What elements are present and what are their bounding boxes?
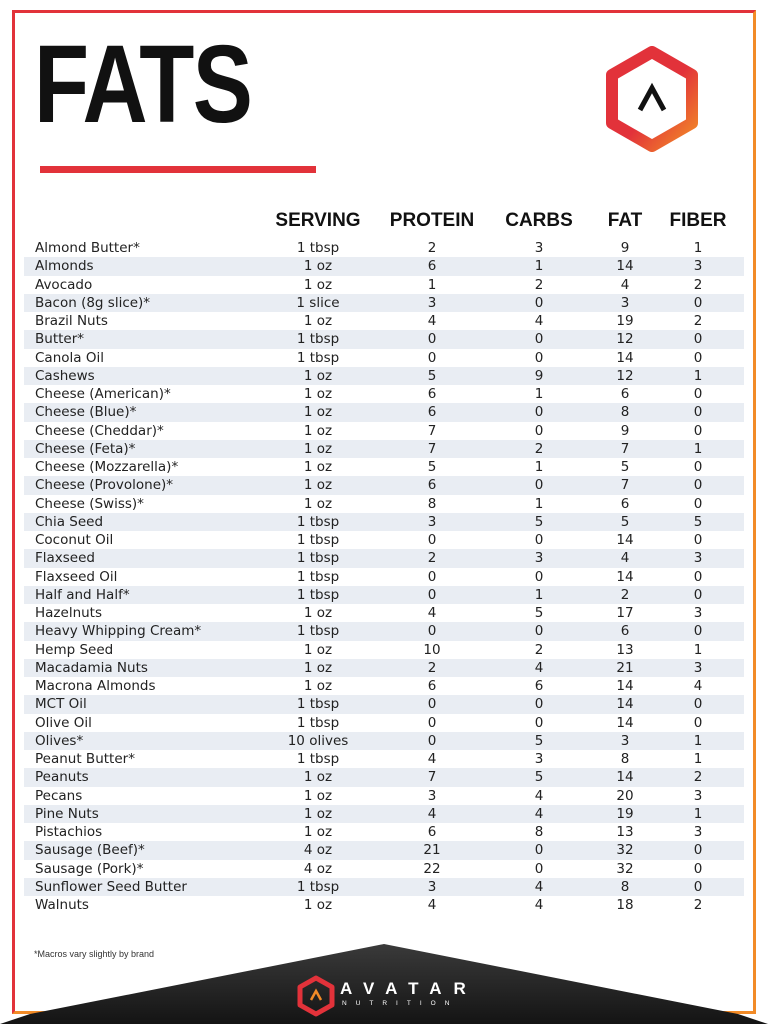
carbs-cell: 1: [534, 495, 544, 512]
serving-cell: 1 tbsp: [296, 240, 340, 256]
serving-cell: 1 tbsp: [296, 550, 340, 567]
carbs-cell: 4: [534, 878, 544, 895]
table-row: [24, 714, 744, 732]
carbs-cell: 0: [534, 568, 544, 585]
carbs-cell: 0: [534, 532, 544, 548]
table-row: [24, 330, 744, 348]
food-name-cell: Olives*: [35, 732, 84, 749]
fat-cell: 18: [616, 897, 634, 913]
carbs-cell: 4: [534, 659, 544, 676]
food-name-cell: Cashews: [35, 367, 95, 384]
fat-cell: 9: [620, 422, 630, 439]
fiber-cell: 0: [693, 422, 703, 439]
carbs-cell: 0: [534, 422, 544, 439]
food-name-cell: Pine Nuts: [35, 805, 99, 822]
food-name-cell: Hemp Seed: [35, 641, 114, 658]
protein-cell: 10: [423, 641, 441, 658]
food-name-cell: Half and Half*: [35, 586, 130, 603]
fiber-cell: 1: [693, 732, 703, 749]
serving-cell: 1 tbsp: [296, 878, 340, 895]
fat-cell: 12: [616, 367, 634, 384]
fat-cell: 19: [616, 805, 634, 822]
protein-cell: 8: [427, 495, 437, 512]
serving-cell: 1 tbsp: [296, 714, 340, 731]
carbs-cell: 0: [534, 331, 544, 348]
food-name-cell: Sausage (Beef)*: [35, 842, 145, 859]
protein-cell: 0: [427, 696, 437, 713]
table-row: [24, 586, 744, 604]
table-row: [24, 732, 744, 750]
food-name-cell: Butter*: [35, 331, 85, 348]
carbs-cell: 2: [534, 641, 544, 658]
fiber-cell: 3: [693, 605, 703, 621]
serving-cell: 1 tbsp: [296, 568, 340, 585]
table-row: [24, 641, 744, 659]
carbs-cell: 2: [534, 440, 544, 457]
column-header-fat: FAT: [607, 210, 643, 231]
fat-cell: 6: [620, 623, 630, 640]
carbs-cell: 4: [534, 805, 544, 822]
serving-cell: 1 oz: [303, 678, 333, 694]
fiber-cell: 5: [693, 513, 703, 530]
food-table: [24, 239, 744, 914]
food-name-cell: Peanuts: [35, 769, 89, 786]
table-row: [24, 823, 744, 841]
food-name-cell: Canola Oil: [35, 349, 104, 366]
footnote: *Macros vary slightly by brand: [34, 949, 155, 959]
serving-cell: 1 oz: [303, 641, 333, 658]
fiber-cell: 0: [693, 294, 703, 311]
carbs-cell: 0: [534, 860, 544, 877]
fat-cell: 14: [616, 532, 634, 548]
food-name-cell: Chia Seed: [35, 513, 104, 530]
protein-cell: 21: [423, 842, 441, 859]
carbs-cell: 0: [534, 714, 544, 731]
fat-cell: 14: [616, 678, 634, 694]
serving-cell: 4 oz: [303, 860, 333, 877]
title-underline: [40, 166, 316, 173]
serving-cell: 1 tbsp: [296, 751, 340, 767]
carbs-cell: 3: [534, 240, 544, 256]
table-row: [24, 568, 744, 586]
protein-cell: 4: [427, 751, 437, 767]
fat-cell: 19: [616, 313, 634, 329]
protein-cell: 3: [427, 294, 437, 311]
serving-cell: 10 olives: [287, 732, 349, 749]
protein-cell: 6: [427, 824, 437, 840]
fat-cell: 8: [620, 404, 630, 421]
serving-cell: 1 oz: [303, 805, 333, 822]
serving-cell: 1 tbsp: [296, 331, 340, 348]
table-row: [24, 896, 744, 914]
carbs-cell: 4: [534, 787, 544, 804]
protein-cell: 0: [427, 568, 437, 585]
fat-cell: 13: [616, 824, 634, 840]
protein-cell: 0: [427, 714, 437, 731]
serving-cell: 1 oz: [303, 605, 333, 621]
protein-cell: 5: [427, 367, 437, 384]
fat-cell: 17: [616, 605, 634, 621]
protein-cell: 5: [427, 459, 437, 475]
carbs-cell: 5: [534, 769, 544, 786]
fiber-cell: 0: [693, 568, 703, 585]
serving-cell: 1 oz: [303, 276, 333, 293]
food-name-cell: Sunflower Seed Butter: [35, 878, 187, 895]
fiber-cell: 0: [693, 459, 703, 475]
fat-cell: 32: [616, 860, 634, 877]
fat-cell: 12: [616, 331, 634, 348]
fiber-cell: 0: [693, 623, 703, 640]
serving-cell: 1 tbsp: [296, 349, 340, 366]
fiber-cell: 0: [693, 696, 703, 713]
protein-cell: 2: [427, 550, 437, 567]
carbs-cell: 0: [534, 294, 544, 311]
table-row: [24, 440, 744, 458]
food-name-cell: Brazil Nuts: [35, 313, 108, 329]
food-name-cell: Bacon (8g slice)*: [35, 294, 151, 311]
fat-cell: 5: [620, 513, 630, 530]
table-row: [24, 495, 744, 513]
fiber-cell: 2: [693, 313, 703, 329]
protein-cell: 0: [427, 586, 437, 603]
food-name-cell: MCT Oil: [35, 696, 87, 713]
protein-cell: 6: [427, 678, 437, 694]
carbs-cell: 9: [534, 367, 544, 384]
column-header-serving: SERVING: [275, 210, 361, 231]
fat-cell: 8: [620, 878, 630, 895]
table-row: [24, 312, 744, 330]
fat-cell: 14: [616, 769, 634, 786]
carbs-cell: 1: [534, 459, 544, 475]
fiber-cell: 4: [693, 678, 703, 694]
fiber-cell: 0: [693, 349, 703, 366]
table-row: [24, 349, 744, 367]
fat-cell: 2: [620, 586, 630, 603]
protein-cell: 4: [427, 805, 437, 822]
serving-cell: 1 tbsp: [296, 513, 340, 530]
serving-cell: 1 oz: [303, 422, 333, 439]
protein-cell: 0: [427, 732, 437, 749]
table-row: [24, 622, 744, 640]
food-name-cell: Almonds: [35, 258, 94, 275]
table-row: [24, 750, 744, 768]
fat-cell: 6: [620, 495, 630, 512]
carbs-cell: 0: [534, 623, 544, 640]
fiber-cell: 1: [693, 641, 703, 658]
serving-cell: 1 oz: [303, 477, 333, 494]
fiber-cell: 2: [693, 769, 703, 786]
protein-cell: 6: [427, 404, 437, 421]
column-header-fiber: FIBER: [669, 210, 727, 231]
protein-cell: 7: [427, 440, 437, 457]
table-row: [24, 239, 744, 257]
carbs-cell: 4: [534, 313, 544, 329]
table-row: [24, 422, 744, 440]
food-name-cell: Cheese (Blue)*: [35, 404, 137, 421]
fiber-cell: 2: [693, 276, 703, 293]
food-name-cell: Olive Oil: [35, 714, 92, 731]
table-row: [24, 403, 744, 421]
table-row: [24, 604, 744, 622]
protein-cell: 6: [427, 386, 437, 402]
carbs-cell: 1: [534, 386, 544, 402]
serving-cell: 4 oz: [303, 842, 333, 859]
fat-cell: 8: [620, 751, 630, 767]
fat-cell: 20: [616, 787, 634, 804]
fiber-cell: 0: [693, 860, 703, 877]
fiber-cell: 0: [693, 477, 703, 494]
fiber-cell: 3: [693, 787, 703, 804]
protein-cell: 7: [427, 769, 437, 786]
food-name-cell: Flaxseed: [35, 550, 95, 567]
table-row: [24, 531, 744, 549]
protein-cell: 3: [427, 878, 437, 895]
protein-cell: 6: [427, 477, 437, 494]
brand-subtitle: NUTRITION: [342, 1000, 459, 1007]
serving-cell: 1 tbsp: [296, 532, 340, 548]
carbs-cell: 8: [534, 824, 544, 840]
fiber-cell: 1: [693, 751, 703, 767]
fiber-cell: 3: [693, 258, 703, 275]
hexagon-logo-icon: [602, 46, 702, 152]
table-row: [24, 513, 744, 531]
carbs-cell: 1: [534, 258, 544, 275]
carbs-cell: 0: [534, 696, 544, 713]
fiber-cell: 1: [693, 367, 703, 384]
food-name-cell: Flaxseed Oil: [35, 568, 118, 585]
protein-cell: 6: [427, 258, 437, 275]
fat-cell: 4: [620, 550, 630, 567]
food-name-cell: Sausage (Pork)*: [35, 860, 144, 877]
protein-cell: 0: [427, 532, 437, 548]
table-row: [24, 659, 744, 677]
food-name-cell: Pecans: [35, 787, 83, 804]
protein-cell: 4: [427, 605, 437, 621]
serving-cell: 1 oz: [303, 769, 333, 786]
protein-cell: 0: [427, 349, 437, 366]
fiber-cell: 3: [693, 550, 703, 567]
carbs-cell: 1: [534, 586, 544, 603]
food-name-cell: Avocado: [35, 276, 93, 293]
table-row: [24, 294, 744, 312]
serving-cell: 1 oz: [303, 258, 333, 275]
protein-cell: 4: [427, 897, 437, 913]
protein-cell: 4: [427, 313, 437, 329]
serving-cell: 1 oz: [303, 440, 333, 457]
serving-cell: 1 oz: [303, 897, 333, 913]
carbs-cell: 4: [534, 897, 544, 913]
food-name-cell: Cheese (American)*: [35, 386, 171, 402]
table-row: [24, 385, 744, 403]
protein-cell: 0: [427, 331, 437, 348]
fat-cell: 14: [616, 568, 634, 585]
food-name-cell: Heavy Whipping Cream*: [35, 623, 202, 640]
table-row: [24, 768, 744, 786]
fat-cell: 14: [616, 696, 634, 713]
serving-cell: 1 oz: [303, 659, 333, 676]
serving-cell: 1 tbsp: [296, 586, 340, 603]
protein-cell: 2: [427, 240, 437, 256]
protein-cell: 3: [427, 513, 437, 530]
column-headers: [0, 210, 768, 234]
serving-cell: 1 oz: [303, 313, 333, 329]
protein-cell: 2: [427, 659, 437, 676]
serving-cell: 1 oz: [303, 386, 333, 402]
protein-cell: 22: [423, 860, 441, 877]
fat-cell: 14: [616, 349, 634, 366]
fat-cell: 13: [616, 641, 634, 658]
serving-cell: 1 slice: [296, 294, 340, 311]
food-name-cell: Coconut Oil: [35, 532, 114, 548]
table-row: [24, 878, 744, 896]
carbs-cell: 5: [534, 605, 544, 621]
food-name-cell: Peanut Butter*: [35, 751, 135, 767]
fiber-cell: 0: [693, 331, 703, 348]
fiber-cell: 0: [693, 586, 703, 603]
food-name-cell: Pistachios: [35, 824, 103, 840]
fiber-cell: 1: [693, 240, 703, 256]
food-name-cell: Cheese (Provolone)*: [35, 477, 174, 494]
carbs-cell: 5: [534, 513, 544, 530]
fat-cell: 3: [620, 732, 630, 749]
fat-cell: 14: [616, 714, 634, 731]
column-header-carbs: CARBS: [505, 210, 573, 231]
fiber-cell: 0: [693, 495, 703, 512]
fat-cell: 3: [620, 294, 630, 311]
food-name-cell: Cheese (Mozzarella)*: [35, 459, 179, 475]
food-name-cell: Hazelnuts: [35, 605, 103, 621]
food-name-cell: Cheese (Feta)*: [35, 440, 136, 457]
carbs-cell: 0: [534, 349, 544, 366]
serving-cell: 1 tbsp: [296, 696, 340, 713]
food-name-cell: Cheese (Cheddar)*: [35, 422, 164, 439]
carbs-cell: 0: [534, 404, 544, 421]
fiber-cell: 0: [693, 404, 703, 421]
table-row: [24, 787, 744, 805]
serving-cell: 1 oz: [303, 824, 333, 840]
table-row: [24, 549, 744, 567]
food-name-cell: Macrona Almonds: [35, 678, 156, 694]
table-row: [24, 257, 744, 275]
fat-cell: 4: [620, 276, 630, 293]
fiber-cell: 0: [693, 714, 703, 731]
fiber-cell: 0: [693, 532, 703, 548]
fat-cell: 7: [620, 477, 630, 494]
protein-cell: 0: [427, 623, 437, 640]
fat-cell: 6: [620, 386, 630, 402]
table-row: [24, 695, 744, 713]
serving-cell: 1 tbsp: [296, 623, 340, 640]
fiber-cell: 2: [693, 897, 703, 913]
table-row: [24, 860, 744, 878]
food-name-cell: Almond Butter*: [35, 240, 140, 256]
fiber-cell: 3: [693, 824, 703, 840]
serving-cell: 1 oz: [303, 367, 333, 384]
fiber-cell: 3: [693, 659, 703, 676]
table-row: [24, 841, 744, 859]
protein-cell: 1: [427, 276, 437, 293]
fiber-cell: 0: [693, 386, 703, 402]
page-title: FATS: [34, 23, 252, 146]
table-row: [24, 476, 744, 494]
table-row: [24, 367, 744, 385]
protein-cell: 7: [427, 422, 437, 439]
serving-cell: 1 oz: [303, 404, 333, 421]
fat-cell: 7: [620, 440, 630, 457]
fat-cell: 9: [620, 240, 630, 256]
fiber-cell: 1: [693, 440, 703, 457]
carbs-cell: 0: [534, 842, 544, 859]
fiber-cell: 0: [693, 842, 703, 859]
table-row: [24, 276, 744, 294]
carbs-cell: 6: [534, 678, 544, 694]
table-row: [24, 677, 744, 695]
carbs-cell: 3: [534, 751, 544, 767]
serving-cell: 1 oz: [303, 787, 333, 804]
food-name-cell: Cheese (Swiss)*: [35, 495, 144, 512]
carbs-cell: 2: [534, 276, 544, 293]
fat-cell: 21: [616, 659, 634, 676]
protein-cell: 3: [427, 787, 437, 804]
fat-cell: 5: [620, 459, 630, 475]
carbs-cell: 3: [534, 550, 544, 567]
carbs-cell: 0: [534, 477, 544, 494]
fiber-cell: 0: [693, 878, 703, 895]
serving-cell: 1 oz: [303, 459, 333, 475]
table-row: [24, 805, 744, 823]
column-header-protein: PROTEIN: [389, 210, 475, 231]
serving-cell: 1 oz: [303, 495, 333, 512]
fat-cell: 14: [616, 258, 634, 275]
fat-cell: 32: [616, 842, 634, 859]
brand-name: AVATAR: [340, 979, 478, 998]
food-name-cell: Macadamia Nuts: [35, 659, 148, 676]
carbs-cell: 5: [534, 732, 544, 749]
fiber-cell: 1: [693, 805, 703, 822]
table-row: [24, 458, 744, 476]
food-name-cell: Walnuts: [35, 897, 89, 913]
